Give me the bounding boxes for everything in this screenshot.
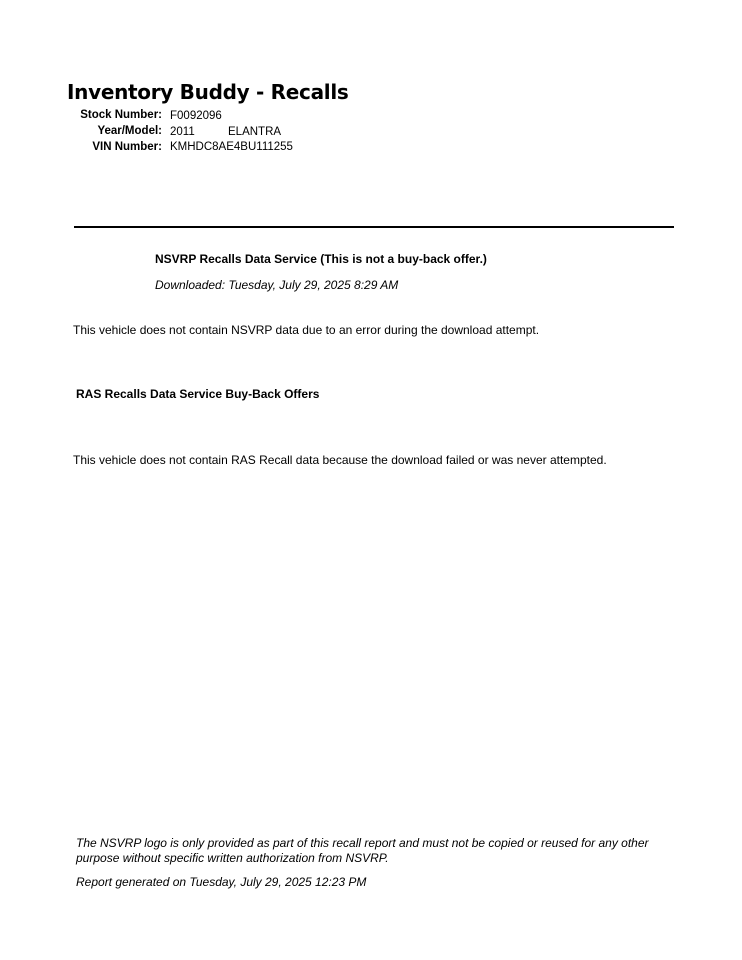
nsvrp-heading: NSVRP Recalls Data Service (This is not a buy-back offer.) bbox=[155, 252, 487, 266]
vin-number-value: KMHDC8AE4BU111255 bbox=[170, 141, 293, 153]
nsvrp-error-message: This vehicle does not contain NSVRP data due to an error during the download attempt. bbox=[73, 323, 540, 337]
logo-disclaimer: The NSVRP logo is only provided as part of this recall report and must not be copied or reused for any other purpose without specific written authorization from NSVRP. bbox=[76, 836, 649, 865]
stock-number-value: F0092096 bbox=[170, 110, 222, 122]
report-generated-timestamp: Report generated on Tuesday, July 29, 2025 12:23 PM bbox=[76, 875, 367, 889]
section-divider bbox=[74, 226, 674, 228]
ras-error-message: This vehicle does not contain RAS Recall data because the download failed or was never attempted. bbox=[73, 453, 607, 467]
stock-number-label: Stock Number: bbox=[80, 109, 162, 121]
year-value: 2011 bbox=[170, 126, 195, 138]
model-value: ELANTRA bbox=[228, 126, 282, 138]
year-model-label: Year/Model: bbox=[97, 125, 162, 137]
page-title: Inventory Buddy - Recalls bbox=[67, 80, 349, 104]
vin-number-label: VIN Number: bbox=[92, 141, 162, 153]
ras-heading: RAS Recalls Data Service Buy-Back Offers bbox=[76, 387, 320, 401]
nsvrp-downloaded-timestamp: Downloaded: Tuesday, July 29, 2025 8:29 AM bbox=[155, 278, 399, 292]
